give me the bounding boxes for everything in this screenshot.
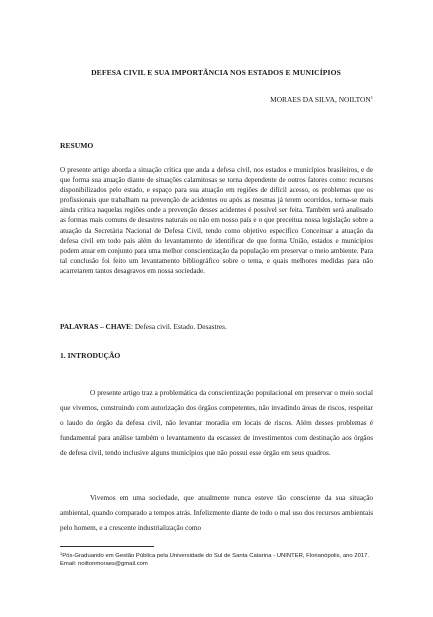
body-paragraph-1: O presente artigo traz a problemática da conscientização populacional em preservar o meio social que vivemos, construindo com autorização dos órgãos competentes, não invadindo áreas de riscos, respeitar o laudo do órgão da defesa civil, não levantar moradia em locais de riscos. Além desses problemas é fundamental para análise também o levantamento da escassez de investimentos com destinação aos órgãos de defesa civil, tendo inclusive alguns municípios que não possui esse órgão em seus quadros. [60,389,373,458]
paper-title: DEFESA CIVIL E SUA IMPORTÂNCIA NOS ESTADOS E MUNICÍPIOS [91,68,341,77]
author-name: MORAES DA SILVA, NOILTON [270,95,371,104]
footnote [60,550,378,569]
author-footnote-mark: 1 [370,95,373,100]
keywords-line [60,322,227,331]
abstract-heading: RESUMO [60,141,94,150]
keywords-label: PALAVRAS – CHAVE [60,322,131,331]
footnote-divider [60,546,154,547]
section-heading-introducao: 1. INTRODUÇÃO [60,351,121,360]
abstract-text: O presente artigo aborda a situação crítica que anda a defesa civil, nos estados e municípios brasileiros, e de que forma sua atuação diante de situações calamitosas se torna dependente de outros fatores como: recursos disponibilizados pelo estado, e espaço para sua atuação em regiões de difícil acesso, os problemas que os profissionais que trabalham na prevenção de acidentes ou após as mesmas já terem ocorridos, torna-se mais ainda crítica naquelas regiões onde a prevenção desses acidentes é possível ser feita. Também será analisado as formas mais comuns de desastres naturais ou não em nosso país e o que preceitua nossa legislação sobre a atuação da Secretária Nacional de Defesa Civil, tendo como objetivo específico Conceituar a atuação da defesa civil em todo país além do levantamento de identificar de que forma União, estados e municípios podem atuar em conjunto para uma melhor conscientização da população em preservar o meio ambiente. Para tal conclusão foi feito um levantamento bibliográfico sobre o tema, e quais melhores medidas para não acarretarem tantos desagravos em nossa sociedade. [60,166,373,275]
footnote-text: Pós-Graduando em Gestão Pública pela Universidade do Sul de Santa Catarina - UNINTER, Florianópolis, ano 2017. Email: noiltonmoraes@gmail.com [60,553,370,568]
author-line [270,95,373,104]
body-paragraph-2: Vivemos em uma sociedade, que atualmente nunca esteve tão consciente da sua situação ambiental, quando comparado a tempos atrás. Infelizmente diante de todo o mal uso dos recursos ambientais pelo homem, e a crescente industrialização como [60,494,373,533]
footnote-mark: 1 [60,551,63,556]
keywords-list: : Defesa civil. Estado. Desastres. [130,322,227,331]
